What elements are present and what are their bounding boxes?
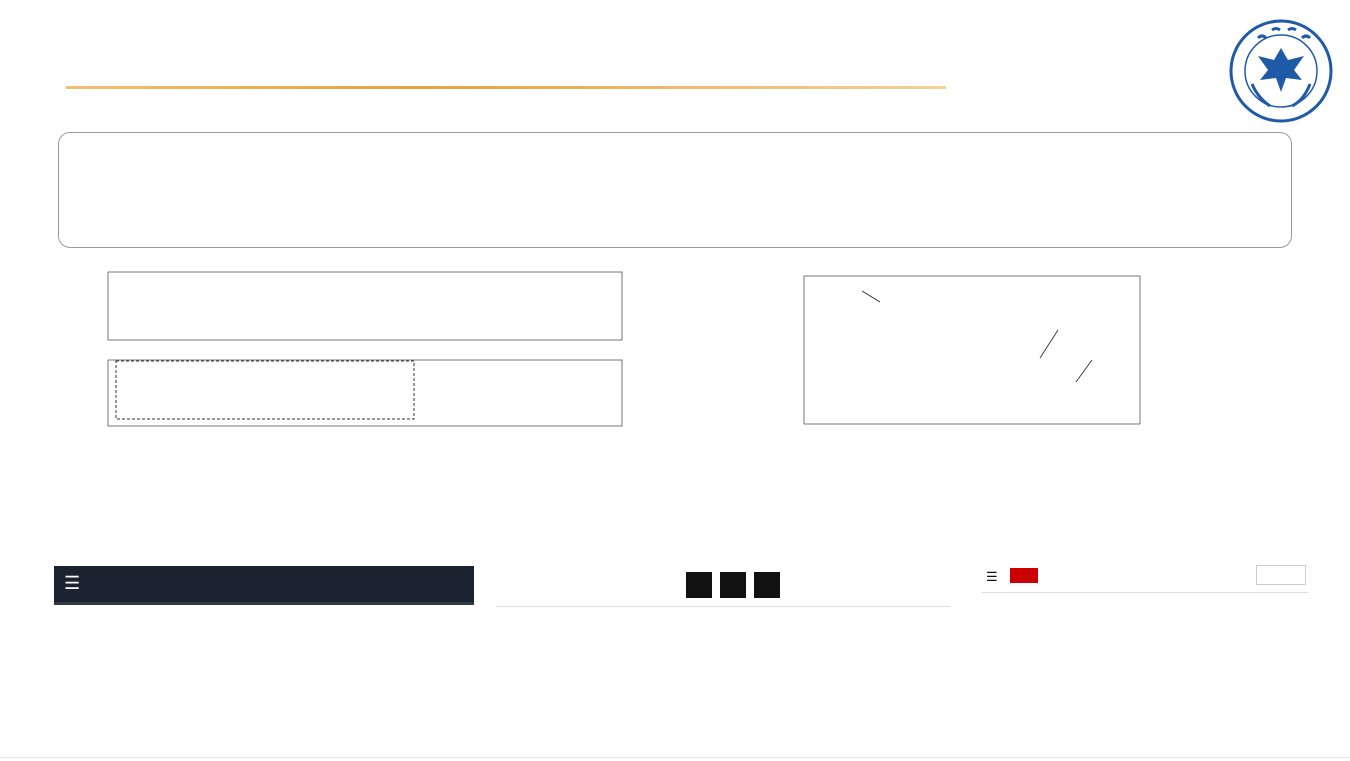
power-plot-frame: [804, 276, 1140, 424]
hamburger-icon[interactable]: ☰: [64, 573, 81, 593]
bbc-logo-c[interactable]: [754, 572, 780, 598]
cnn-divider: [982, 592, 1308, 593]
current-plot-frame: [108, 360, 622, 426]
hamburger-icon[interactable]: ☰: [986, 569, 998, 584]
zhejiang-university-logo: [1228, 18, 1334, 124]
wind-farm-oscillation-figure: [66, 268, 626, 448]
bbc-logo-b1[interactable]: [686, 572, 712, 598]
cnn-logo[interactable]: [1010, 568, 1038, 583]
bbc-divider: [496, 606, 950, 607]
fft-window-box: [116, 361, 414, 419]
sign-in-button[interactable]: [1256, 565, 1306, 585]
footer-rule: [0, 757, 1350, 758]
smh-header-bar: [54, 566, 474, 605]
callout-text: [90, 152, 1260, 194]
voltage-plot-frame: [108, 272, 622, 340]
xinjiang-oscillation-figure: [758, 268, 1158, 460]
title-underline: [66, 86, 946, 89]
bbc-logo-b2[interactable]: [720, 572, 746, 598]
